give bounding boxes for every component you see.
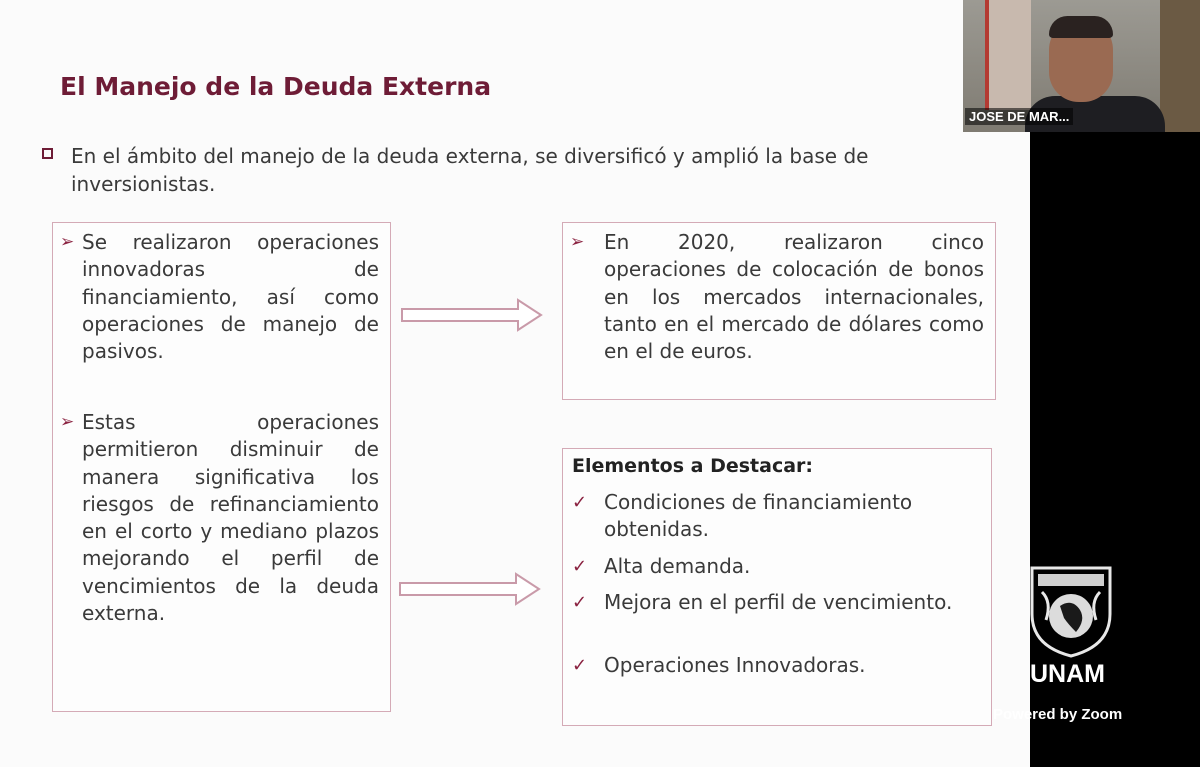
highlight-item-text: Condiciones de financiamiento obtenidas. <box>604 490 913 541</box>
arrowhead-bullet-icon: ➢ <box>60 232 75 252</box>
slide-title: El Manejo de la Deuda Externa <box>60 72 492 101</box>
checkmark-icon: ✓ <box>572 492 588 513</box>
checkmark-icon: ✓ <box>572 655 588 676</box>
left-paragraph-2-text: Estas operaciones permitieron disminuir de manera significativa los riesgos de refinanciamiento en el corto y mediano plazos mejorando el perfil de vencimientos de la deuda externa. <box>82 410 379 626</box>
highlight-item <box>572 589 974 616</box>
flow-arrow-icon <box>398 572 542 606</box>
highlight-item <box>572 553 974 580</box>
highlight-item-text: Mejora en el perfil de vencimiento. <box>604 590 953 614</box>
checkmark-icon: ✓ <box>572 556 588 577</box>
highlights-title: Elementos a Destacar: <box>572 455 814 477</box>
right-top-paragraph <box>570 229 984 365</box>
left-paragraph-1 <box>60 229 379 365</box>
intro-bullet <box>42 142 1002 198</box>
participant-video[interactable] <box>963 0 1200 132</box>
highlight-item-text: Operaciones Innovadoras. <box>604 653 866 677</box>
highlight-item <box>572 489 974 543</box>
arrowhead-bullet-icon: ➢ <box>60 412 75 432</box>
flow-arrow-icon <box>400 298 544 332</box>
powered-by-zoom: Powered by Zoom <box>993 706 1123 723</box>
left-paragraph-2 <box>60 409 379 627</box>
participant-name: JOSE DE MAR... <box>965 108 1073 125</box>
highlight-item-text: Alta demanda. <box>604 554 751 578</box>
highlight-item <box>572 652 974 679</box>
unam-crest-icon <box>1028 562 1114 658</box>
arrowhead-bullet-icon: ➢ <box>570 232 585 252</box>
intro-text: En el ámbito del manejo de la deuda externa, se diversificó y amplió la base de inversionistas. <box>71 144 869 196</box>
checkmark-icon: ✓ <box>572 592 588 613</box>
unam-logo-text: UNAM <box>1030 660 1105 688</box>
left-paragraph-1-text: Se realizaron operaciones innovadoras de financiamiento, así como operaciones de manejo de pasivos. <box>82 230 379 364</box>
right-top-paragraph-text: En 2020, realizaron cinco operaciones de colocación de bonos en los mercados internacionales, tanto en el mercado de dólares como en el de euros. <box>604 230 984 364</box>
checkbox-bullet-icon <box>42 148 53 159</box>
